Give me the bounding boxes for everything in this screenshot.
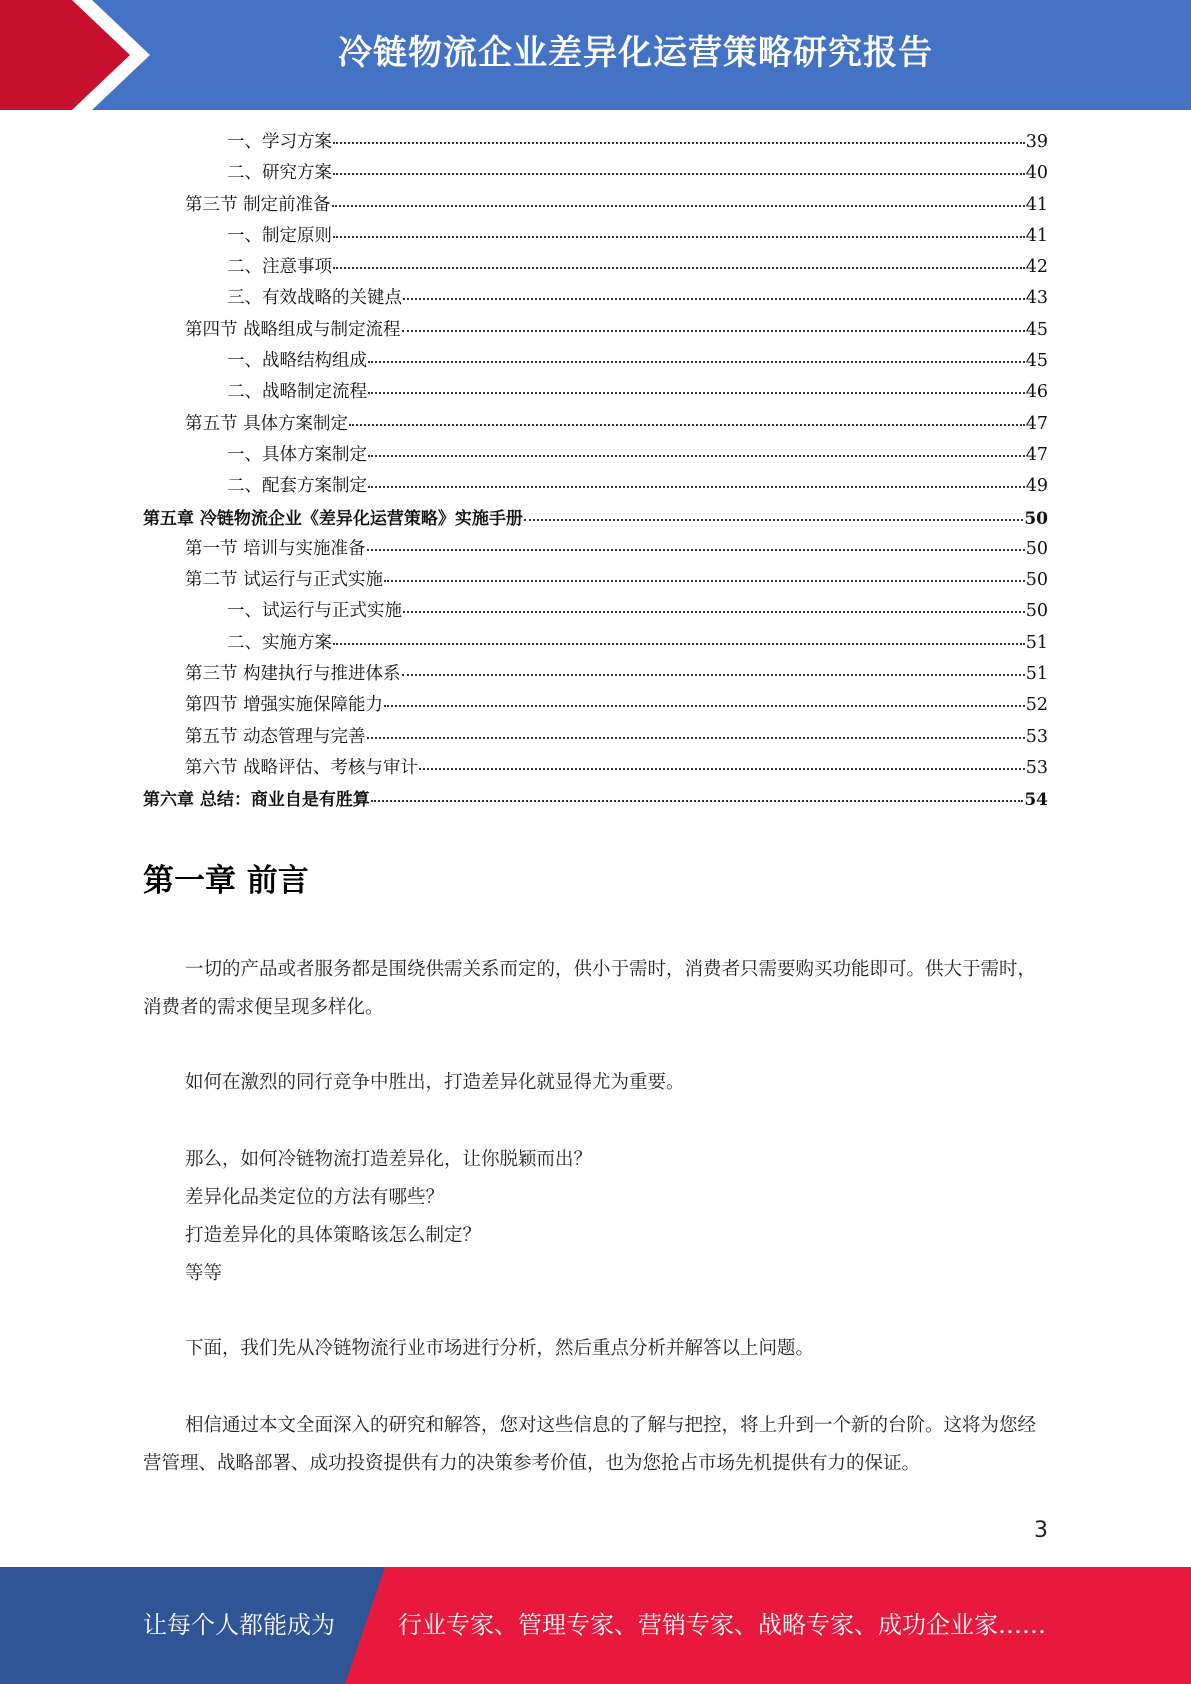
toc-entry-label: 第四节 战略组成与制定流程: [185, 319, 401, 340]
question-item: 等等: [185, 1263, 223, 1284]
body-paragraph-3-text: 下面，我们先从冷链物流行业市场进行分析，然后重点分析并解答以上问题。: [185, 1338, 815, 1359]
toc-entry-page: 45: [1025, 319, 1048, 340]
toc-entry-label: 第三节 构建执行与推进体系: [185, 664, 401, 685]
toc-dot-leader: [524, 519, 1023, 521]
toc-entry-label: 一、战略结构组成: [227, 351, 367, 372]
toc-entry[interactable]: [143, 660, 1048, 691]
toc-dot-leader: [349, 424, 1025, 426]
toc-entry-page: 53: [1025, 726, 1048, 747]
toc-dot-leader: [384, 580, 1025, 582]
toc-dot-leader: [367, 549, 1025, 551]
toc-entry-page: 41: [1025, 225, 1048, 246]
toc-entry[interactable]: [143, 441, 1048, 472]
toc-entry[interactable]: [143, 284, 1048, 315]
toc-entry-label: 第二节 试运行与正式实施: [185, 570, 384, 591]
toc-entry-page: 50: [1025, 570, 1048, 591]
toc-dot-leader: [368, 361, 1025, 363]
toc-entry-label: 二、研究方案: [227, 163, 332, 184]
toc-dot-leader: [367, 737, 1025, 739]
toc-entry[interactable]: [143, 535, 1048, 566]
toc-entry[interactable]: [143, 347, 1048, 378]
toc-entry-label: 二、注意事项: [227, 257, 332, 278]
body-paragraph-2: [143, 1064, 1048, 1102]
footer-slogan-right: 行业专家、管理专家、营销专家、战略专家、成功企业家……: [398, 1611, 1046, 1639]
toc-entry[interactable]: [143, 191, 1048, 222]
toc-entry[interactable]: [143, 410, 1048, 441]
toc-entry[interactable]: [143, 629, 1048, 660]
toc-entry-page: 40: [1025, 163, 1048, 184]
header-arrow-decoration: [0, 0, 150, 110]
toc-entry-page: 47: [1025, 413, 1048, 434]
toc-entry-label: 一、制定原则: [227, 225, 332, 246]
toc-entry-page: 43: [1025, 288, 1048, 309]
toc-entry-page: 50: [1025, 601, 1048, 622]
toc-entry-page: 39: [1025, 132, 1048, 152]
toc-entry-page: 41: [1025, 194, 1048, 215]
body-paragraph-2-text: 如何在激烈的同行竞争中胜出，打造差异化就显得尤为重要。: [185, 1072, 685, 1093]
toc-entry[interactable]: [143, 159, 1048, 190]
question-item: 那么，如何冷链物流打造差异化，让你脱颖而出？: [185, 1149, 593, 1170]
toc-entry[interactable]: [143, 316, 1048, 347]
toc-entry-page: 45: [1025, 351, 1048, 372]
toc-entry-label: 第四节 增强实施保障能力: [185, 695, 384, 716]
toc-entry[interactable]: [143, 597, 1048, 628]
toc-dot-leader: [332, 205, 1025, 207]
toc-entry-label: 二、战略制定流程: [227, 382, 367, 403]
toc-dot-leader: [403, 611, 1025, 613]
toc-entry-label: 第五章 冷链物流企业《差异化运营策略》实施手册: [143, 508, 523, 529]
question-item: 差异化品类定位的方法有哪些？: [185, 1187, 445, 1208]
toc-dot-leader: [371, 800, 1023, 802]
toc-dot-leader: [333, 267, 1025, 269]
toc-entry-label: 第五节 动态管理与完善: [185, 726, 366, 747]
toc-entry-label: 二、实施方案: [227, 632, 332, 653]
toc-entry[interactable]: [143, 504, 1048, 535]
toc-entry-label: 第六章 总结：商业自是有胜算: [143, 790, 370, 811]
toc-entry-label: 一、试运行与正式实施: [227, 601, 402, 622]
toc-entry-page: 51: [1025, 632, 1048, 653]
toc-entry-page: 52: [1025, 695, 1048, 716]
toc-entry-label: 三、有效战略的关键点: [227, 288, 402, 309]
toc-dot-leader: [333, 173, 1025, 175]
toc-entry-label: 二、配套方案制定: [227, 476, 367, 497]
toc-entry[interactable]: [143, 378, 1048, 409]
toc-dot-leader: [333, 142, 1025, 144]
body-paragraph-4: [143, 1407, 1048, 1483]
toc-dot-leader: [384, 705, 1025, 707]
toc-entry-page: 47: [1025, 444, 1048, 465]
toc-entry-label: 第三节 制定前准备: [185, 194, 331, 215]
toc-entry[interactable]: [143, 222, 1048, 253]
toc-entry-label: 第一节 培训与实施准备: [185, 538, 366, 559]
toc-entry-page: 53: [1025, 757, 1048, 778]
toc-entry[interactable]: [143, 723, 1048, 754]
toc-entry[interactable]: [143, 754, 1048, 785]
toc-dot-leader: [333, 236, 1025, 238]
page-footer-banner: [0, 1567, 1191, 1684]
toc-entry-page: 49: [1025, 476, 1048, 497]
toc-dot-leader: [368, 486, 1025, 488]
toc-entry-label: 第六节 战略评估、考核与审计: [185, 757, 419, 778]
toc-entry[interactable]: [143, 691, 1048, 722]
toc-entry-page: 50: [1025, 538, 1048, 559]
body-paragraph-1-text: 一切的产品或者服务都是围绕供需关系而定的，供小于需时，消费者只需要购买功能即可。供大于需时，消费者的需求便呈现多样化。: [143, 959, 1037, 1018]
page-header-banner: [0, 0, 1191, 110]
toc-entry[interactable]: [143, 785, 1048, 816]
report-title: 冷链物流企业差异化运营策略研究报告: [338, 33, 933, 73]
toc-entry-label: 一、具体方案制定: [227, 444, 367, 465]
question-item: 打造差异化的具体策略该怎么制定？: [185, 1225, 482, 1246]
toc-dot-leader: [403, 298, 1025, 300]
toc-entry[interactable]: [143, 472, 1048, 503]
toc-entry[interactable]: [143, 566, 1048, 597]
toc-entry[interactable]: [143, 253, 1048, 284]
body-paragraph-4-text: 相信通过本文全面深入的研究和解答，您对这些信息的了解与把控，将上升到一个新的台阶。这将为您经营管理、战略部署、成功投资提供有力的决策参考价值，也为您抢占市场先机提供有力的保证。: [143, 1415, 1037, 1474]
toc-entry-label: 第五节 具体方案制定: [185, 413, 349, 434]
page-number: 3: [1034, 1518, 1048, 1543]
toc-entry-page: 50: [1024, 508, 1048, 529]
toc-entry-page: 54: [1024, 790, 1048, 811]
chapter-heading: 第一章 前言: [143, 863, 309, 899]
toc-dot-leader: [402, 674, 1025, 676]
toc-dot-leader: [368, 392, 1025, 394]
body-paragraph-3: [143, 1330, 1048, 1368]
footer-slogan-left: 让每个人都能成为: [143, 1611, 335, 1639]
toc-entry-label: 一、学习方案: [227, 132, 332, 152]
toc-dot-leader: [333, 643, 1025, 645]
question-list: [143, 1141, 1048, 1293]
body-paragraph-1: [143, 951, 1048, 1027]
toc-entry-page: 42: [1025, 257, 1048, 278]
toc-entry[interactable]: [143, 128, 1048, 159]
table-of-contents: [143, 128, 1048, 817]
toc-entry-page: 51: [1025, 664, 1048, 685]
toc-dot-leader: [368, 455, 1025, 457]
toc-entry-page: 46: [1025, 382, 1048, 403]
toc-dot-leader: [402, 330, 1025, 332]
toc-dot-leader: [419, 768, 1025, 770]
